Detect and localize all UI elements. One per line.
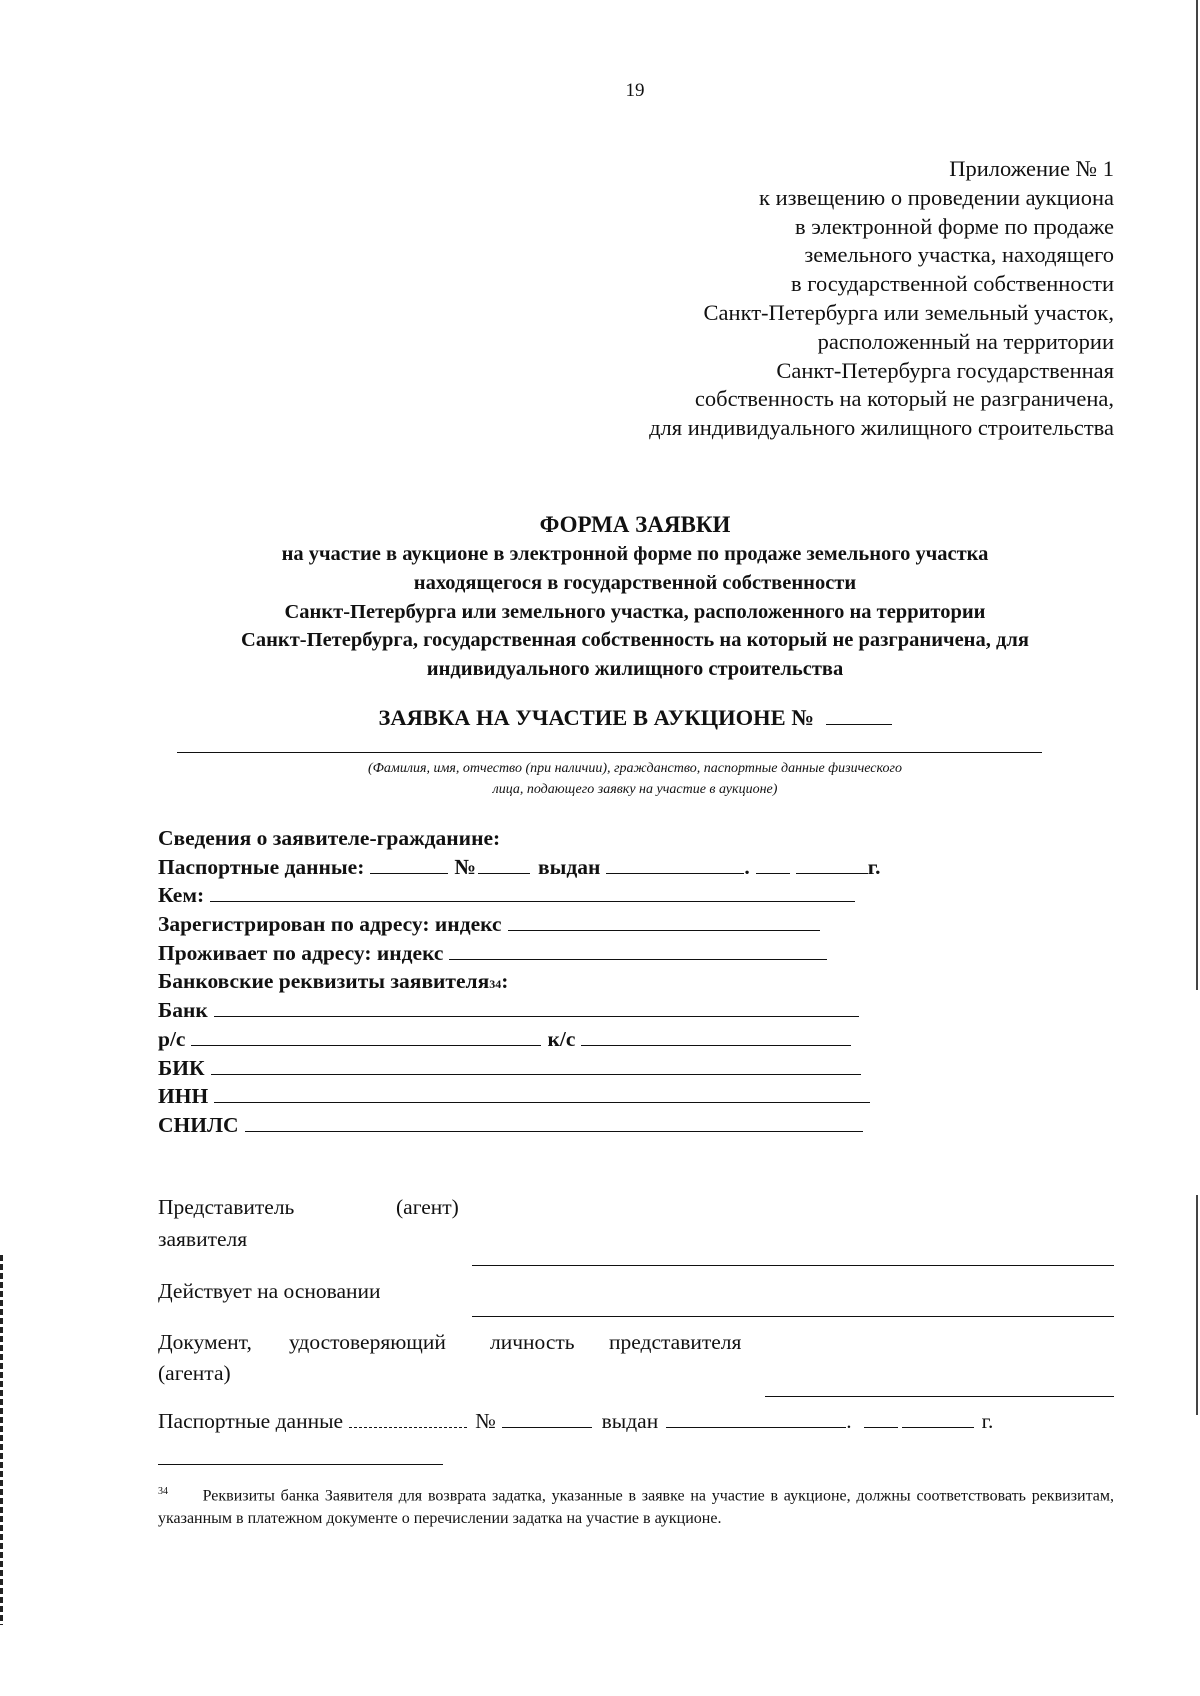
fio-caption	[0, 758, 1200, 800]
bank-field[interactable]	[214, 996, 859, 1017]
rep-passport-row	[158, 1409, 993, 1434]
form-subtitle-line: индивидуального жилищного строительства	[426, 658, 844, 681]
footnote-separator	[158, 1464, 443, 1465]
document-label-word: личность	[490, 1330, 575, 1354]
accounts-row	[158, 1025, 881, 1054]
form-subtitle-line: на участие в аукционе в электронной форме по продаже земельного участка	[281, 543, 989, 565]
colon: :	[501, 969, 509, 994]
issued-by-label: Кем:	[158, 883, 205, 908]
appendix-line: земельного участка, находящего	[804, 242, 1114, 268]
rep-issued-year-field[interactable]	[902, 1426, 974, 1428]
scan-edge-mark	[0, 1255, 3, 1625]
applicant-heading-row	[158, 824, 881, 853]
appendix-line: Санкт-Петербурга или земельный участок,	[703, 299, 1114, 325]
document-label-c: (агента)	[158, 1361, 231, 1385]
appendix-line: Приложение № 1	[949, 156, 1114, 181]
appendix-line: в государственной собственности	[791, 271, 1114, 297]
date-dot: .	[744, 854, 750, 879]
footnote-text: Реквизиты банка Заявителя для возврата задатка, указанные в заявке на участие в аукционе, должны соответствовать реквизитам, указанным в платежном документе о перечислении задатка на участие в аукционе.	[158, 1487, 1114, 1528]
basis-label: Действует на основании	[158, 1279, 381, 1303]
ks-label: к/с	[547, 1026, 576, 1051]
number-sign: №	[454, 854, 476, 879]
rep-label-b: (агент)	[396, 1195, 459, 1219]
rep-issued-label: выдан	[601, 1409, 659, 1433]
registered-address-label: Зарегистрирован по адресу: индекс	[158, 912, 502, 937]
bik-label: БИК	[158, 1055, 205, 1080]
rs-field[interactable]	[191, 1025, 541, 1046]
form-subtitle-line: Санкт-Петербурга или земельного участка, расположенного на территории	[284, 600, 986, 623]
bank-label: Банк	[158, 998, 208, 1023]
rep-date-dot: .	[846, 1409, 852, 1433]
appendix-line: к извещению о проведении аукциона	[759, 184, 1114, 210]
ks-field[interactable]	[581, 1025, 851, 1046]
issued-year-field[interactable]	[796, 853, 868, 874]
inn-row	[158, 1082, 881, 1111]
fio-caption-line: лица, подающего заявку на участие в аукционе)	[492, 782, 778, 797]
appendix-line: в электронной форме по продаже	[794, 213, 1114, 239]
issued-label: выдан	[537, 854, 601, 879]
bank-row	[158, 996, 881, 1025]
form-subtitle-line: Санкт-Петербурга, государственная собственность на который не разграничена, для	[241, 629, 1029, 652]
appendix-line: собственность на который не разграничена,	[694, 386, 1114, 412]
form-subtitle-line: находящегося в государственной собственности	[413, 571, 857, 594]
appendix-line: расположенный на территории	[817, 328, 1114, 354]
applicant-fio-field[interactable]	[177, 752, 1042, 753]
inn-label: ИНН	[158, 1084, 209, 1109]
bank-details-label: Банковские реквизиты заявителя	[158, 969, 490, 994]
rep-label-c: заявителя	[158, 1227, 248, 1251]
document-label-word: Документ,	[158, 1330, 252, 1354]
form-title: ФОРМА ЗАЯВКИ	[539, 512, 731, 537]
registered-address-field[interactable]	[508, 910, 820, 931]
application-number-field[interactable]	[826, 723, 892, 725]
form-subtitle	[120, 540, 1150, 684]
application-heading-text: ЗАЯВКА НА УЧАСТИЕ В АУКЦИОНЕ №	[378, 705, 814, 730]
rep-label-a: Представитель	[158, 1195, 295, 1219]
bik-field[interactable]	[211, 1054, 861, 1075]
appendix-line: Санкт-Петербурга государственная	[776, 357, 1114, 383]
rep-passport-series-field[interactable]	[349, 1426, 467, 1428]
bik-row	[158, 1054, 881, 1083]
basis-field[interactable]	[472, 1316, 1114, 1317]
fio-caption-line: (Фамилия, имя, отчество (при наличии), гражданство, паспортные данные физического	[368, 761, 902, 776]
scan-edge-mark	[1196, 1195, 1198, 1415]
passport-row	[158, 853, 881, 882]
document-label-word: удостоверяющий	[289, 1330, 446, 1354]
snils-field[interactable]	[245, 1111, 863, 1132]
footnote-number: 34	[158, 1486, 168, 1497]
residence-address-field[interactable]	[449, 939, 827, 960]
passport-series-field[interactable]	[370, 853, 448, 874]
residence-address-row	[158, 939, 881, 968]
issued-day-field[interactable]	[606, 853, 744, 874]
footnote-ref: 34	[489, 977, 502, 992]
issued-by-row	[158, 881, 881, 910]
residence-address-label: Проживает по адресу: индекс	[158, 940, 444, 965]
applicant-heading: Сведения о заявителе-гражданине:	[158, 826, 501, 850]
year-suffix: г.	[867, 854, 881, 879]
rep-number-sign: №	[475, 1409, 496, 1433]
identity-document-field[interactable]	[765, 1396, 1114, 1397]
application-heading	[0, 705, 1200, 731]
appendix-header	[649, 155, 1114, 443]
issued-month-field[interactable]	[756, 853, 790, 874]
passport-label: Паспортные данные:	[158, 854, 365, 879]
inn-field[interactable]	[214, 1082, 870, 1103]
bank-details-row	[158, 967, 881, 996]
registered-address-row	[158, 910, 881, 939]
snils-label: СНИЛС	[158, 1112, 239, 1137]
rep-passport-label: Паспортные данные	[158, 1409, 344, 1433]
representative-field[interactable]	[472, 1265, 1114, 1266]
snils-row	[158, 1111, 881, 1140]
rep-issued-month-field[interactable]	[864, 1426, 898, 1428]
scan-edge-mark	[1196, 0, 1198, 990]
appendix-line: для индивидуального жилищного строительства	[649, 415, 1114, 441]
rep-passport-number-field[interactable]	[502, 1426, 592, 1428]
passport-number-field[interactable]	[478, 853, 530, 874]
rs-label: р/с	[158, 1026, 186, 1051]
footnote	[158, 1480, 1114, 1530]
rep-issued-day-field[interactable]	[666, 1426, 846, 1428]
issued-by-field[interactable]	[210, 881, 855, 902]
rep-year-suffix: г.	[981, 1409, 994, 1433]
document-label-word: представителя	[609, 1330, 742, 1354]
applicant-fields	[158, 824, 881, 1140]
page-number: 19	[625, 80, 645, 101]
